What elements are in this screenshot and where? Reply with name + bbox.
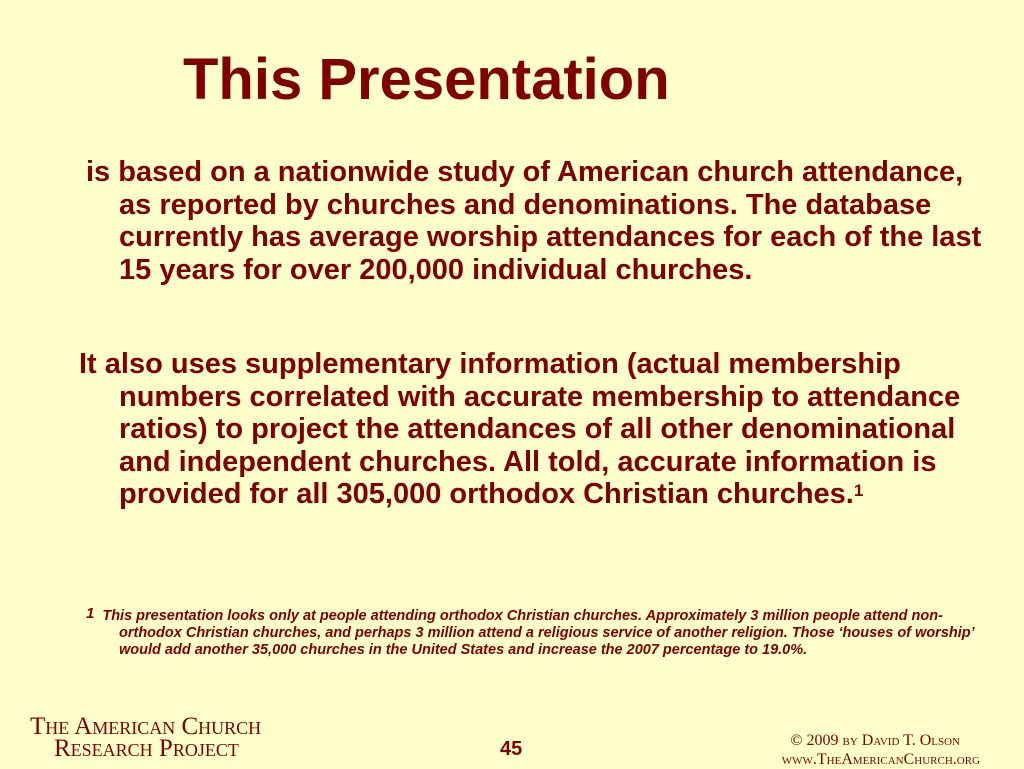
slide-title: This Presentation	[183, 47, 670, 112]
website-url: www.TheAmericanChurch.org	[781, 751, 980, 768]
page-number: 45	[500, 738, 523, 760]
organization-line-2: Research Project	[54, 735, 239, 762]
paragraph-supplementary-text: It also uses supplementary information (actual membership numbers correlated with accurate membership to attendance ratios) to project the attendances of all other denominational and independent churches. All told, accurate information is provided for all 305,000 orthodox Christian churches.	[79, 348, 961, 510]
organization-line-1: The American Church	[30, 713, 262, 740]
copyright-line: © 2009 by David T. Olson	[790, 732, 960, 749]
footnote-marker: 1	[86, 605, 95, 622]
organization-name	[30, 713, 262, 762]
paragraph-study	[86, 156, 999, 286]
footnote	[86, 605, 989, 659]
footnote-text: This presentation looks only at people attending orthodox Christian churches. Approximately 3 million people attend non-orthodox Christian churches, and perhaps 3 million attend a religious service of another religion. Those ‘houses of worship’ would add another 35,000 churches in the United States and increase the 2007 percentage to 19.0%.	[102, 608, 975, 658]
copyright-notice	[782, 731, 980, 769]
paragraph-study-text: is based on a nationwide study of American church attendance, as reported by churches and denominations. The database currently has average worship attendances for each of the last 15 years for over 200,000 individual churches.	[86, 156, 982, 286]
paragraph-supplementary	[79, 348, 989, 511]
footnote-reference: 1	[853, 481, 864, 500]
